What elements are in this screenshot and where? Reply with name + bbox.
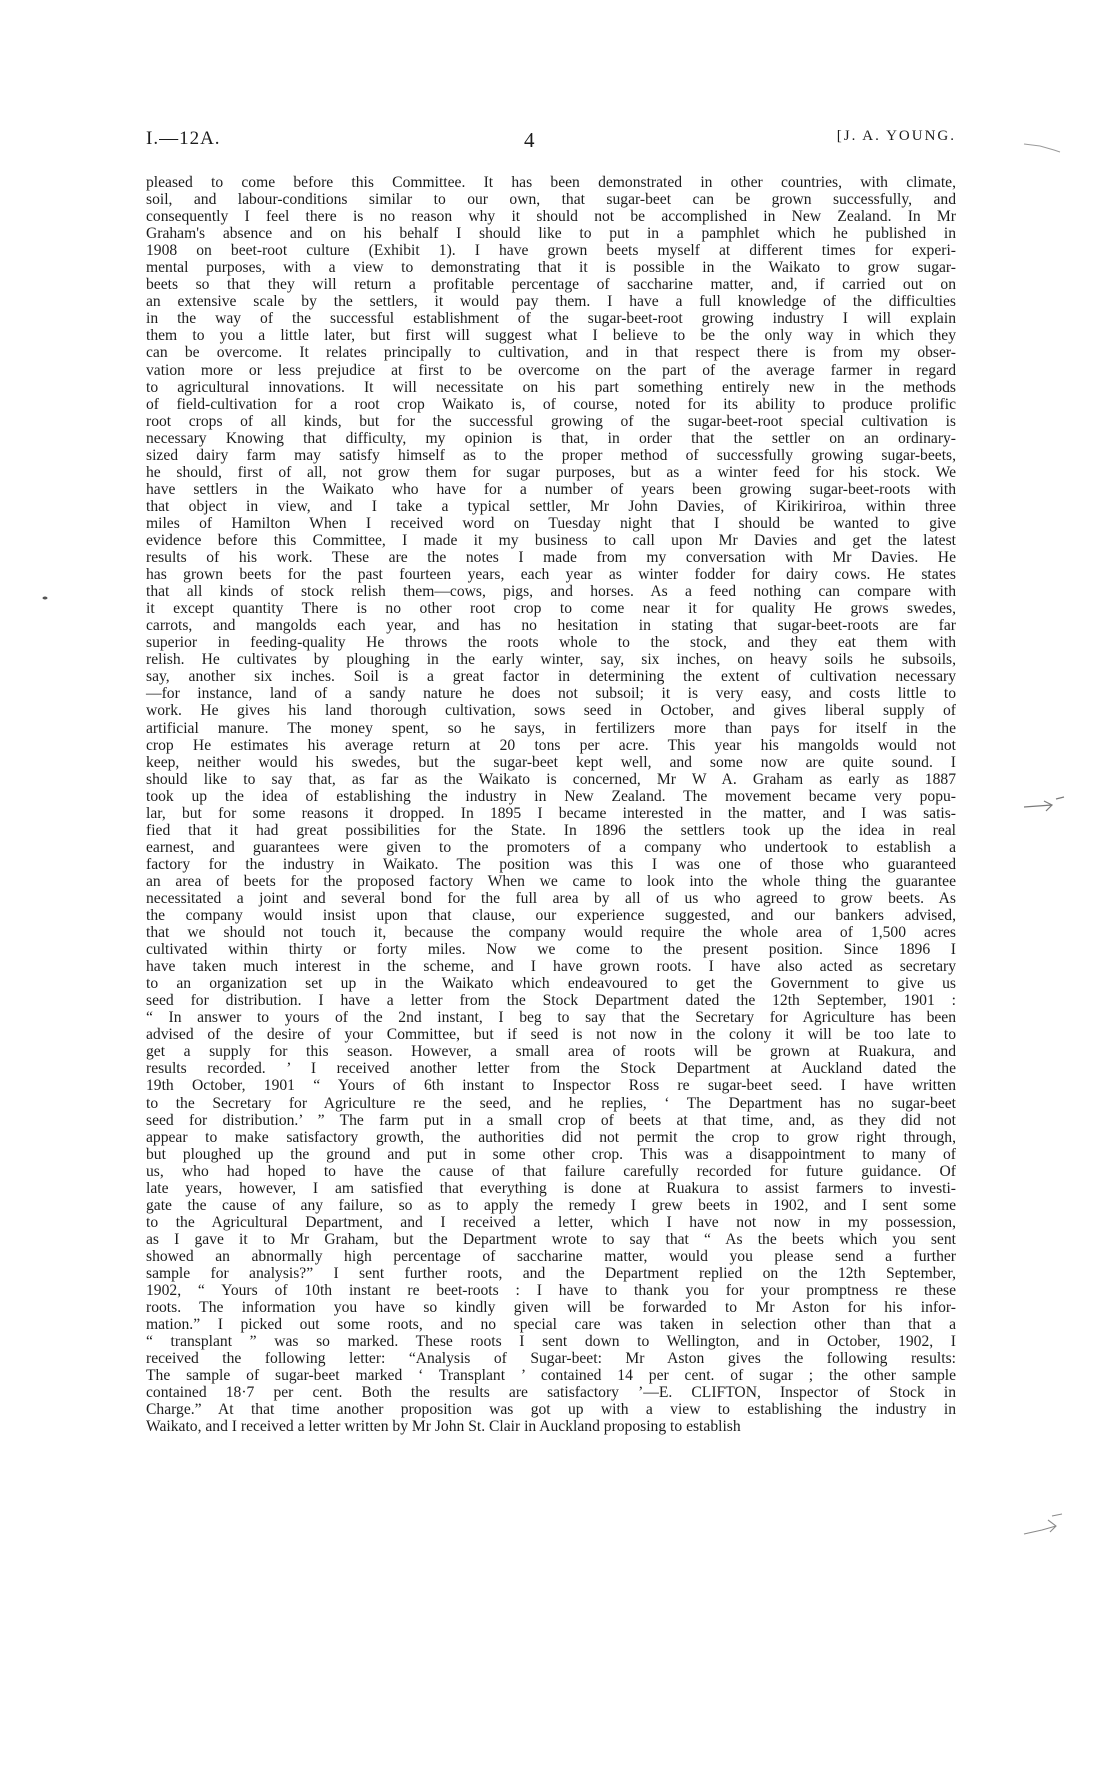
text-line: 1908 on beet-root culture (Exhibit 1). I have grown beets myself at different times for experi- (146, 242, 956, 260)
text-line: miles of Hamilton When I received word on Tuesday night that I should be wanted to give (146, 514, 956, 532)
text-line: “ transplant ” was so marked. These roots I sent down to Wellington, and in October, 1902, I (146, 1333, 956, 1351)
text-line: it except quantity There is no other root crop to come near it for quality He grows swedes, (146, 600, 956, 618)
text-line: mation.” I picked out some roots, and no special care was taken in selection other than that a (146, 1316, 956, 1334)
text-line: he should, first of all, not grow them for sugar purposes, but as a winter feed for his stock. We (146, 463, 956, 481)
text-line: 19th October, 1901 “ Yours of 6th instant to Inspector Ross re sugar-beet seed. I have written (146, 1077, 956, 1095)
text-line: crop He estimates his average return at 20 tons per acre. This year his mangolds would not (146, 736, 956, 754)
text-line: gate the cause of any failure, so as to apply the remedy I grew beets in 1902, and I sent some (146, 1196, 956, 1214)
text-line: advised of the desire of your Committee, but if seed is not now in the colony it will be too late to (146, 1026, 956, 1044)
text-line: get a supply for this season. However, a small area of roots will be grown at Ruakura, and (146, 1043, 956, 1061)
text-line: of field-cultivation for a root crop Waikato is, of course, noted for its ability to produce prolific (146, 395, 956, 413)
text-line: results recorded. ’ I received another letter from the Stock Department at Auckland dated the (146, 1060, 956, 1078)
text-line: root crops of all kinds, but for the successful growing of the sugar-beet-root special cultivation is (146, 412, 956, 430)
text-line: to an organization set up in the Waikato which endeavoured to get the Government to give us (146, 975, 956, 993)
text-line: soil, and labour-conditions similar to our own, that sugar-beet can be grown successfully, and (146, 191, 956, 209)
text-line: took up the idea of establishing the industry in New Zealand. The movement became very popu- (146, 787, 956, 805)
text-line: beets so that they will return a profitable percentage of saccharine matter, and, if carried out on (146, 276, 956, 294)
text-line: them to you a little later, but first will suggest what I believe to be the only way in which they (146, 327, 956, 345)
text-line: should like to say that, as far as the Waikato is concerned, Mr W A. Graham as early as 1887 (146, 770, 956, 788)
text-line: relish. He cultivates by ploughing in the early winter, say, six inches, on heavy soils he subsoils, (146, 651, 956, 669)
text-line: seed for distribution. I have a letter from the Stock Department dated the 12th September, 1901 : (146, 992, 956, 1010)
text-line: results of his work. These are the notes I made from my conversation with Mr Davies. He (146, 549, 956, 567)
text-line: work. He gives his land thorough cultivation, sows seed in October, and gives liberal supply of (146, 702, 956, 720)
text-line: Charge.” At that time another proposition was got up with a view to establishing the industry in (146, 1401, 956, 1419)
text-line: in the way of the successful establishment of the sugar-beet-root growing industry I will explain (146, 310, 956, 328)
text-line: late years, however, I am satisfied that everything is done at Ruakura to assist farmers to investi- (146, 1179, 956, 1197)
text-line: to the Secretary for Agriculture re the seed, and he replies, ‘ The Department has no sugar-beet (146, 1094, 956, 1112)
document-reference: I.—12A. (146, 128, 221, 149)
text-line: Graham's absence and on his behalf I should like to put in a pamphlet which he published in (146, 225, 956, 243)
text-line: have settlers in the Waikato who have for a number of years been growing sugar-beet-roots with (146, 480, 956, 498)
text-line: carrots, and mangolds each year, and has no hesitation in stating that sugar-beet-roots are far (146, 617, 956, 635)
page-number: 4 (524, 128, 535, 152)
text-line: showed an abnormally high percentage of saccharine matter, would you please send a further (146, 1247, 956, 1265)
text-line: an area of beets for the proposed factory When we came to look into the whole thing the guarantee (146, 872, 956, 890)
text-line: say, another six inches. Soil is a great factor in determining the extent of cultivation necessary (146, 668, 956, 686)
text-line: 1902, “ Yours of 10th instant re beet-roots : I have to thank you for your promptness re these (146, 1282, 956, 1300)
text-line: The sample of sugar-beet marked ‘ Transplant ’ contained 14 per cent. of sugar ; the other sample (146, 1367, 956, 1385)
text-line: but ploughed up the ground and put in some other crop. This was a disappointment to many of (146, 1145, 956, 1163)
witness-name: [J. A. YOUNG. (836, 128, 956, 144)
text-line: evidence before this Committee, I made it my business to call upon Mr Davies and get the latest (146, 531, 956, 549)
margin-arrow-icon (1022, 1512, 1066, 1542)
text-line: pleased to come before this Committee. It has been demonstrated in other countries, with climate, (146, 174, 956, 191)
text-line: us, who had hoped to have the cause of that failure carefully recorded for future guidance. Of (146, 1162, 956, 1180)
text-line: cultivated within thirty or forty miles. Now we come to the present position. Since 1896 I (146, 941, 956, 959)
text-line: fied that it had great possibilities for the State. In 1896 the settlers took up the idea in real (146, 821, 956, 839)
text-line: necessitated a joint and several bond for the full area by all of us who agreed to grow beets. As (146, 889, 956, 907)
text-line: lar, but for some reasons it dropped. In 1895 I became interested in the matter, and I was satis- (146, 804, 956, 822)
page-header (146, 128, 956, 158)
text-line: factory for the industry in Waikato. The position was this I was one of those who guaranteed (146, 855, 956, 873)
text-line: to the Agricultural Department, and I received a letter, which I have not now in my possession, (146, 1213, 956, 1231)
text-line: consequently I feel there is no reason why it should not be accomplished in New Zealand. In Mr (146, 208, 956, 226)
text-line: mental purposes, with a view to demonstrating that it is possible in the Waikato to grow sugar- (146, 259, 956, 277)
text-line: vation more or less prejudice at first to be overcome on the part of the average farmer in regard (146, 361, 956, 379)
text-line: superior in feeding-quality He throws the roots whole to the stock, and they eat them with (146, 634, 956, 652)
text-line: Waikato, and I received a letter written by Mr John St. Clair in Auckland proposing to establish (146, 1418, 741, 1436)
text-line: appear to make satisfactory growth, the authorities did not permit the crop to grow right through, (146, 1128, 956, 1146)
text-line: roots. The information you have so kindly given will be forwarded to Mr Aston for his infor- (146, 1299, 956, 1317)
text-line: artificial manure. The money spent, so he says, in fertilizers more than pays for itself in the (146, 719, 956, 737)
text-line: that all kinds of stock relish them—cows, pigs, and horses. As a feed nothing can compare with (146, 583, 956, 601)
text-line: —for instance, land of a sandy nature he does not subsoil; it is very easy, and costs little to (146, 685, 956, 703)
body-text (146, 174, 956, 1435)
text-line: necessary Knowing that difficulty, my opinion is that, in order that the settler on an ordinary- (146, 429, 956, 447)
text-line: as I gave it to Mr Graham, but the Department wrote to say that “ As the beets which you sent (146, 1230, 956, 1248)
text-line: contained 18·7 per cent. Both the results are satisfactory ’—E. CLIFTON, Inspector of Stock in (146, 1384, 956, 1402)
margin-arrow-icon (1022, 795, 1066, 817)
text-line: that object in view, and I take a typical settler, Mr John Davies, of Kirikiriroa, within three (146, 497, 956, 515)
text-line: keep, neither would his swedes, but the sugar-beet kept well, and some now are quite sound. I (146, 753, 956, 771)
text-line: can be overcome. It relates principally to cultivation, and in that respect there is from my obser- (146, 344, 956, 362)
margin-mark-icon (1022, 138, 1062, 158)
text-line: to agricultural innovations. It will necessitate on his part something entirely new in the methods (146, 378, 956, 396)
text-line: received the following letter: “Analysis of Sugar-beet: Mr Aston gives the following results: (146, 1350, 956, 1368)
text-line: have taken much interest in the scheme, and I have grown roots. I have also acted as secretary (146, 958, 956, 976)
text-line: “ In answer to yours of the 2nd instant, I beg to say that the Secretary for Agriculture has been (146, 1009, 956, 1027)
margin-dot-icon (42, 596, 48, 600)
text-line: that we should not touch it, because the company would require the whole area of 1,500 acres (146, 924, 956, 942)
text-line: has grown beets for the past fourteen years, each year as winter fodder for dairy cows. He states (146, 566, 956, 584)
text-line: seed for distribution.’ ” The farm put in a small crop of beets at that time, and, as they did not (146, 1111, 956, 1129)
text-line: sized dairy farm may satisfy himself as to the proper method of successfully growing sugar-beets, (146, 446, 956, 464)
text-line: the company would insist upon that clause, our experience suggested, and our bankers advised, (146, 907, 956, 925)
text-line: sample for analysis?” I sent further roots, and the Department replied on the 12th September, (146, 1265, 956, 1282)
text-line: earnest, and guarantees were given to the promoters of a company who undertook to establish a (146, 838, 956, 856)
text-line: an extensive scale by the settlers, it would pay them. I have a full knowledge of the difficulties (146, 293, 956, 311)
